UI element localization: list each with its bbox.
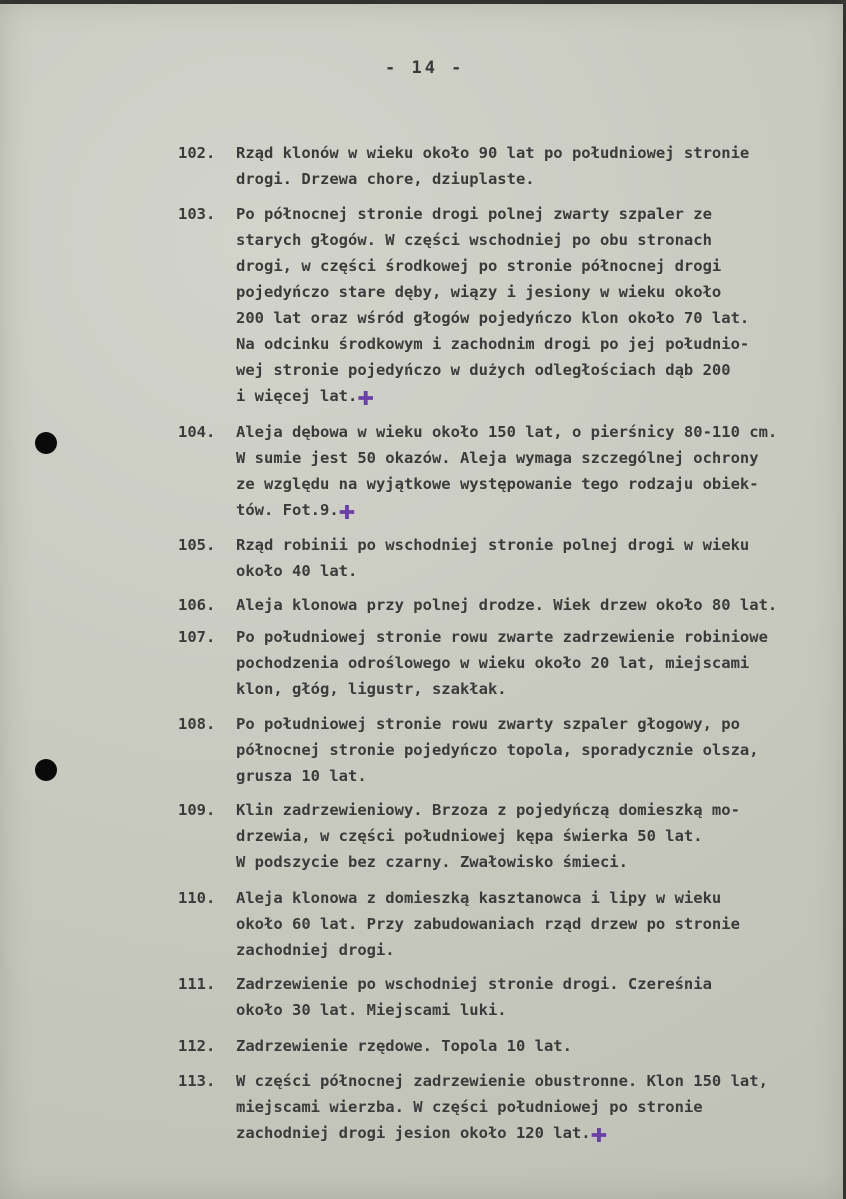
entry-text: Aleja klonowa przy polnej drodze. Wiek drzew około 80 lat. (236, 596, 778, 614)
entry-number: 108. (178, 715, 216, 733)
entry-text: Po południowej stronie rowu zwarte zadrzewienie robiniowe pochodzenia odroślowego w wieku około 20 lat, miejscami klon, głóg, ligustr, szakłak. (236, 628, 768, 698)
entry-number: 103. (178, 205, 216, 223)
entry-text: Po północnej stronie drogi polnej zwarty szpaler ze starych głogów. W części wschodniej po obu stronach drogi, w części środkowej po stronie północnej drogi pojedyńczo stare dęby, wiązy i jesiony w wieku około 200 lat oraz wśród głogów pojedyńczo klon około 70 lat. Na odcinku środkowym i zachodnim drogi po jej południo- wej stronie pojedyńczo w dużych odległościach dąb 200 i więcej lat.✚ (236, 205, 750, 412)
entry-text: Rząd klonów w wieku około 90 lat po południowej stronie drogi. Drzewa chore, dziuplaste. (236, 144, 750, 188)
entry-number: 104. (178, 423, 216, 441)
punch-hole (35, 432, 57, 454)
entry-number: 111. (178, 975, 216, 993)
entry-number: 102. (178, 144, 216, 162)
entry-text: Po południowej stronie rowu zwarty szpaler głogowy, po północnej stronie pojedyńczo topola, sporadycznie olsza, grusza 10 lat. (236, 715, 759, 785)
entry-text: Aleja klonowa z domieszką kasztanowca i lipy w wieku około 60 lat. Przy zabudowaniach rząd drzew po stronie zachodniej drogi. (236, 889, 740, 959)
punch-hole (35, 759, 57, 781)
cross-mark-icon: ✚ (590, 1116, 608, 1149)
entry-number: 109. (178, 801, 216, 819)
cross-mark-icon: ✚ (338, 493, 356, 526)
entry-text: Klin zadrzewieniowy. Brzoza z pojedyńczą domieszką mo- drzewia, w części południowej kępa świerka 50 lat. W podszycie bez czarny. Zwałowisko śmieci. (236, 801, 740, 871)
entry-number: 106. (178, 596, 216, 614)
entry-text: Zadrzewienie rzędowe. Topola 10 lat. (236, 1037, 572, 1055)
entry-text: W części północnej zadrzewienie obustronne. Klon 150 lat, miejscami wierzba. W części południowej po stronie zachodniej drogi jesion około 120 lat.✚ (236, 1072, 768, 1149)
entry-text: Zadrzewienie po wschodniej stronie drogi. Czereśnia około 30 lat. Miejscami luki. (236, 975, 712, 1019)
entry-number: 107. (178, 628, 216, 646)
entry-number: 105. (178, 536, 216, 554)
entry-number: 113. (178, 1072, 216, 1090)
entry-number: 112. (178, 1037, 216, 1055)
entry-text: Rząd robinii po wschodniej stronie polnej drogi w wieku około 40 lat. (236, 536, 750, 580)
page-number: - 14 - (385, 58, 465, 78)
entry-number: 110. (178, 889, 216, 907)
cross-mark-icon: ✚ (357, 379, 375, 412)
entry-text: Aleja dębowa w wieku około 150 lat, o pierśnicy 80-110 cm. W sumie jest 50 okazów. Aleja wymaga szczególnej ochrony ze względu na wyjątkowe występowanie tego rodzaju obiek- tów. Fot.9.✚ (236, 423, 778, 526)
page-top-edge (0, 0, 846, 4)
